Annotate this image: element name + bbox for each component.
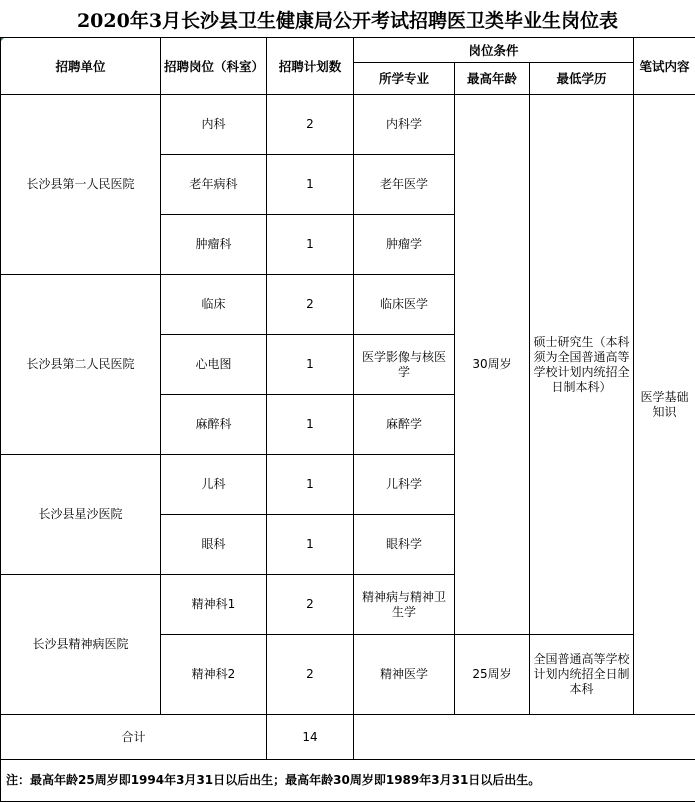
major-cell: 眼科学 [354, 515, 455, 575]
plan-cell: 1 [267, 155, 354, 215]
header-conditions: 岗位条件 [354, 38, 634, 63]
post-cell: 麻醉科 [161, 395, 267, 455]
major-cell: 精神病与精神卫生学 [354, 575, 455, 635]
header-unit: 招聘单位 [1, 38, 161, 95]
major-cell: 内科学 [354, 95, 455, 155]
major-cell: 精神医学 [354, 635, 455, 715]
header-max-age: 最高年龄 [455, 63, 530, 95]
major-cell: 老年医学 [354, 155, 455, 215]
major-cell: 麻醉学 [354, 395, 455, 455]
min-edu-cell: 全国普通高等学校计划内统招全日制本科 [530, 635, 634, 715]
post-cell: 精神科2 [161, 635, 267, 715]
post-cell: 老年病科 [161, 155, 267, 215]
header-plan: 招聘计划数 [267, 38, 354, 95]
header-exam: 笔试内容 [634, 38, 695, 95]
plan-cell: 2 [267, 275, 354, 335]
unit-cell: 长沙县精神病医院 [1, 575, 161, 715]
min-edu-cell: 硕士研究生（本科须为全国普通高等学校计划内统招全日制本科） [530, 95, 634, 635]
plan-cell: 1 [267, 455, 354, 515]
plan-cell: 2 [267, 95, 354, 155]
header-major: 所学专业 [354, 63, 455, 95]
post-cell: 眼科 [161, 515, 267, 575]
recruitment-table [0, 37, 695, 802]
plan-cell: 1 [267, 395, 354, 455]
exam-content-cell: 医学基础知识 [634, 95, 695, 715]
plan-cell: 1 [267, 515, 354, 575]
post-cell: 临床 [161, 275, 267, 335]
major-cell: 儿科学 [354, 455, 455, 515]
plan-cell: 2 [267, 575, 354, 635]
post-cell: 精神科1 [161, 575, 267, 635]
major-cell: 医学影像与核医学 [354, 335, 455, 395]
total-blank [354, 715, 695, 760]
footnote: 注：最高年龄25周岁即1994年3月31日以后出生；最高年龄30周岁即1989年3月31日以后出生。 [1, 760, 695, 802]
total-label: 合计 [1, 715, 267, 760]
max-age-cell: 25周岁 [455, 635, 530, 715]
unit-cell: 长沙县第二人民医院 [1, 275, 161, 455]
post-cell: 内科 [161, 95, 267, 155]
max-age-cell: 30周岁 [455, 95, 530, 635]
post-cell: 肿瘤科 [161, 215, 267, 275]
unit-cell: 长沙县第一人民医院 [1, 95, 161, 275]
header-min-edu: 最低学历 [530, 63, 634, 95]
page-title: 2020年3月长沙县卫生健康局公开考试招聘医卫类毕业生岗位表 [0, 0, 695, 38]
post-cell: 儿科 [161, 455, 267, 515]
major-cell: 肿瘤学 [354, 215, 455, 275]
plan-cell: 1 [267, 335, 354, 395]
major-cell: 临床医学 [354, 275, 455, 335]
plan-cell: 1 [267, 215, 354, 275]
plan-cell: 2 [267, 635, 354, 715]
total-value: 14 [267, 715, 354, 760]
unit-cell: 长沙县星沙医院 [1, 455, 161, 575]
post-cell: 心电图 [161, 335, 267, 395]
header-post: 招聘岗位（科室） [161, 38, 267, 95]
